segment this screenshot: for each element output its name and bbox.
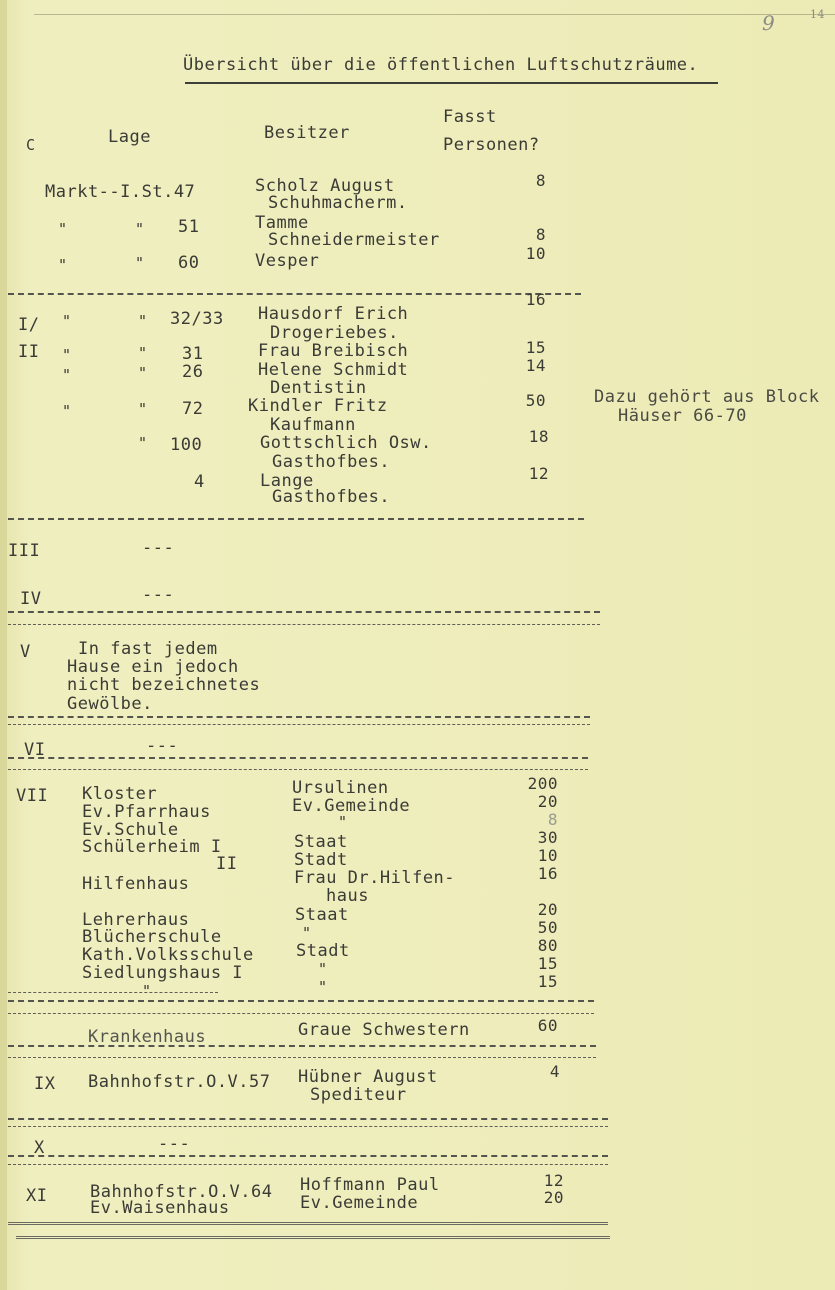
house-number-cell: 31 — [182, 344, 204, 364]
closing-double-rule — [8, 1222, 608, 1225]
side-note-line2: Häuser 66-70 — [618, 406, 747, 426]
ditto-mark: " — [138, 434, 148, 452]
owner-cell: Graue Schwestern — [298, 1020, 470, 1040]
location-cell: Siedlungshaus I — [82, 963, 244, 983]
capacity-cell: 10 — [537, 846, 558, 865]
location-cell: Lehrerhaus — [82, 910, 190, 930]
ditto-mark: " — [302, 924, 312, 942]
location-cell: Markt--I.St.47 — [45, 182, 196, 202]
owner-cell: Kindler Fritz — [248, 396, 388, 416]
capacity-cell: 15 — [537, 954, 558, 973]
empty-dash: --- — [146, 736, 179, 756]
ditto-mark: " — [138, 364, 148, 382]
location-cell: Schülerheim I — [82, 837, 222, 857]
section-divider — [8, 769, 588, 770]
section-divider — [8, 611, 600, 613]
note-line: nicht bezeichnetes — [67, 675, 261, 695]
header-capacity-line1: Fasst — [443, 107, 497, 127]
ditto-mark: " — [138, 312, 148, 330]
empty-dash: --- — [158, 1134, 191, 1154]
capacity-cell: 20 — [537, 792, 558, 811]
header-capacity-line2: Personen? — [443, 135, 540, 155]
house-number-cell: 51 — [178, 217, 200, 237]
capacity-cell: 18 — [528, 427, 549, 446]
header-owner: Besitzer — [264, 123, 350, 143]
block-roman-numeral: VI — [24, 740, 46, 760]
location-cell: Hilfenhaus — [82, 874, 190, 894]
capacity-cell: 8 — [547, 810, 558, 829]
note-line: Hause ein jedoch — [67, 657, 239, 677]
location-cell: Krankenhaus — [88, 1027, 207, 1047]
capacity-cell: 10 — [525, 244, 546, 263]
owner-detail-cell: haus — [326, 886, 369, 906]
ditto-mark: " — [138, 400, 148, 418]
owner-cell: Scholz August — [255, 176, 395, 196]
owner-detail-cell: Dentistin — [270, 378, 367, 398]
owner-cell: Helene Schmidt — [258, 360, 409, 380]
note-line: In fast jedem — [78, 639, 218, 659]
ditto-mark: " — [138, 344, 148, 362]
section-divider — [8, 1155, 608, 1157]
capacity-cell: 200 — [527, 774, 558, 793]
capacity-cell: 50 — [537, 918, 558, 937]
capacity-cell: 4 — [549, 1062, 560, 1081]
capacity-cell: 12 — [543, 1171, 564, 1190]
capacity-cell: 15 — [525, 338, 546, 357]
location-cell: Blücherschule — [82, 927, 222, 947]
capacity-cell: 20 — [543, 1188, 564, 1207]
capacity-cell: 16 — [537, 864, 558, 883]
house-number-cell: 100 — [170, 435, 203, 455]
capacity-cell: 8 — [535, 171, 546, 190]
ditto-mark: " — [62, 402, 72, 420]
document-title: Übersicht über die öffentlichen Luftschutzräume. — [183, 55, 699, 75]
block-roman-numeral: III — [8, 541, 41, 561]
section-divider — [8, 1164, 608, 1165]
owner-cell: Stadt — [294, 850, 348, 870]
section-divider — [8, 1045, 596, 1047]
house-number-cell: 72 — [182, 399, 204, 419]
empty-dash: --- — [142, 585, 175, 605]
owner-detail-cell: Gasthofbes. — [272, 452, 391, 472]
section-divider — [8, 757, 588, 759]
section-divider — [8, 1013, 594, 1014]
owner-cell: Staat — [295, 905, 349, 925]
ditto-mark: " — [318, 978, 328, 996]
top-edge-line — [34, 14, 835, 15]
location-cell: II — [216, 854, 238, 874]
owner-cell: Lange — [260, 471, 314, 491]
owner-detail-cell: Drogeriebes. — [270, 323, 399, 343]
ditto-mark: " — [135, 220, 145, 238]
owner-cell: Hausdorf Erich — [258, 304, 409, 324]
ditto-mark: " — [318, 960, 328, 978]
section-divider — [8, 716, 590, 718]
owner-cell: Staat — [294, 832, 348, 852]
owner-detail-cell: Gasthofbes. — [272, 487, 391, 507]
ditto-mark: " — [58, 256, 68, 274]
capacity-cell: 60 — [537, 1016, 558, 1035]
owner-cell: Hoffmann Paul — [300, 1175, 440, 1195]
ditto-mark: " — [338, 813, 348, 831]
location-cell: Ev.Schule — [82, 820, 179, 840]
ditto-mark: " — [62, 366, 72, 384]
block-roman-numeral: VII — [16, 786, 49, 806]
owner-cell: Ev.Gemeinde — [292, 796, 411, 816]
capacity-cell: 15 — [537, 972, 558, 991]
owner-detail-cell: Kaufmann — [270, 415, 356, 435]
block-roman-numeral: I/ — [18, 315, 40, 335]
owner-cell: Stadt — [296, 941, 350, 961]
location-cell: Bahnhofstr.O.V.64 — [90, 1182, 273, 1202]
owner-detail-cell: Spediteur — [310, 1085, 407, 1105]
sub-divider — [8, 992, 218, 993]
location-cell: Bahnhofstr.O.V.57 — [88, 1072, 271, 1092]
page-binding-edge — [0, 0, 7, 1290]
note-line: Gewölbe. — [67, 694, 153, 714]
block-roman-numeral: V — [20, 642, 31, 662]
owner-detail-cell: Schuhmacherm. — [268, 193, 408, 213]
owner-detail-cell: Schneidermeister — [268, 230, 440, 250]
ditto-mark: " — [58, 220, 68, 238]
block-roman-numeral: IX — [34, 1074, 56, 1094]
capacity-cell: 12 — [528, 464, 549, 483]
capacity-cell: 80 — [537, 936, 558, 955]
ditto-mark: " — [62, 346, 72, 364]
section-divider — [8, 1000, 594, 1002]
owner-cell: Vesper — [255, 251, 320, 271]
owner-cell: Hübner August — [298, 1067, 438, 1087]
house-number-cell: 26 — [182, 362, 204, 382]
section-divider — [8, 1126, 608, 1127]
capacity-cell: 20 — [537, 900, 558, 919]
location-cell: Ev.Pfarrhaus — [82, 802, 211, 822]
section-divider — [8, 518, 584, 520]
block-roman-numeral: II — [18, 342, 40, 362]
owner-cell: Frau Breibisch — [258, 341, 409, 361]
section-divider — [8, 724, 590, 725]
section-divider — [8, 624, 600, 625]
block-roman-numeral: X — [34, 1138, 45, 1158]
capacity-cell: 16 — [525, 290, 546, 309]
capacity-cell: 8 — [535, 225, 546, 244]
location-cell: Ev.Waisenhaus — [90, 1198, 230, 1218]
house-number-cell: 4 — [194, 472, 205, 492]
house-number-cell: 60 — [178, 253, 200, 273]
capacity-cell: 14 — [525, 356, 546, 375]
location-cell: Kath.Volksschule — [82, 945, 254, 965]
title-underline — [185, 82, 718, 84]
block-roman-numeral: XI — [26, 1186, 48, 1206]
owner-cell: Gottschlich Osw. — [260, 433, 432, 453]
house-number-cell: 32/33 — [170, 309, 224, 329]
capacity-cell: 50 — [525, 391, 546, 410]
empty-dash: --- — [142, 538, 175, 558]
ditto-mark: " — [62, 312, 72, 330]
side-note-line1: Dazu gehört aus Block — [594, 387, 820, 407]
header-marker: C — [26, 136, 36, 154]
block-roman-numeral: IV — [20, 589, 42, 609]
ditto-mark: " — [142, 982, 152, 1000]
closing-double-rule — [16, 1236, 610, 1239]
section-divider — [8, 1057, 596, 1058]
owner-cell: Ursulinen — [292, 778, 389, 798]
owner-cell: Ev.Gemeinde — [300, 1193, 419, 1213]
capacity-cell: 30 — [537, 828, 558, 847]
owner-cell: Frau Dr.Hilfen- — [294, 868, 456, 888]
section-divider — [8, 1118, 608, 1120]
owner-cell: Tamme — [255, 213, 309, 233]
header-location: Lage — [108, 127, 151, 147]
location-cell: Kloster — [82, 784, 158, 804]
ditto-mark: " — [135, 254, 145, 272]
stamped-page-number: 14 — [810, 8, 825, 21]
handwritten-page-number: 9 — [762, 11, 776, 35]
